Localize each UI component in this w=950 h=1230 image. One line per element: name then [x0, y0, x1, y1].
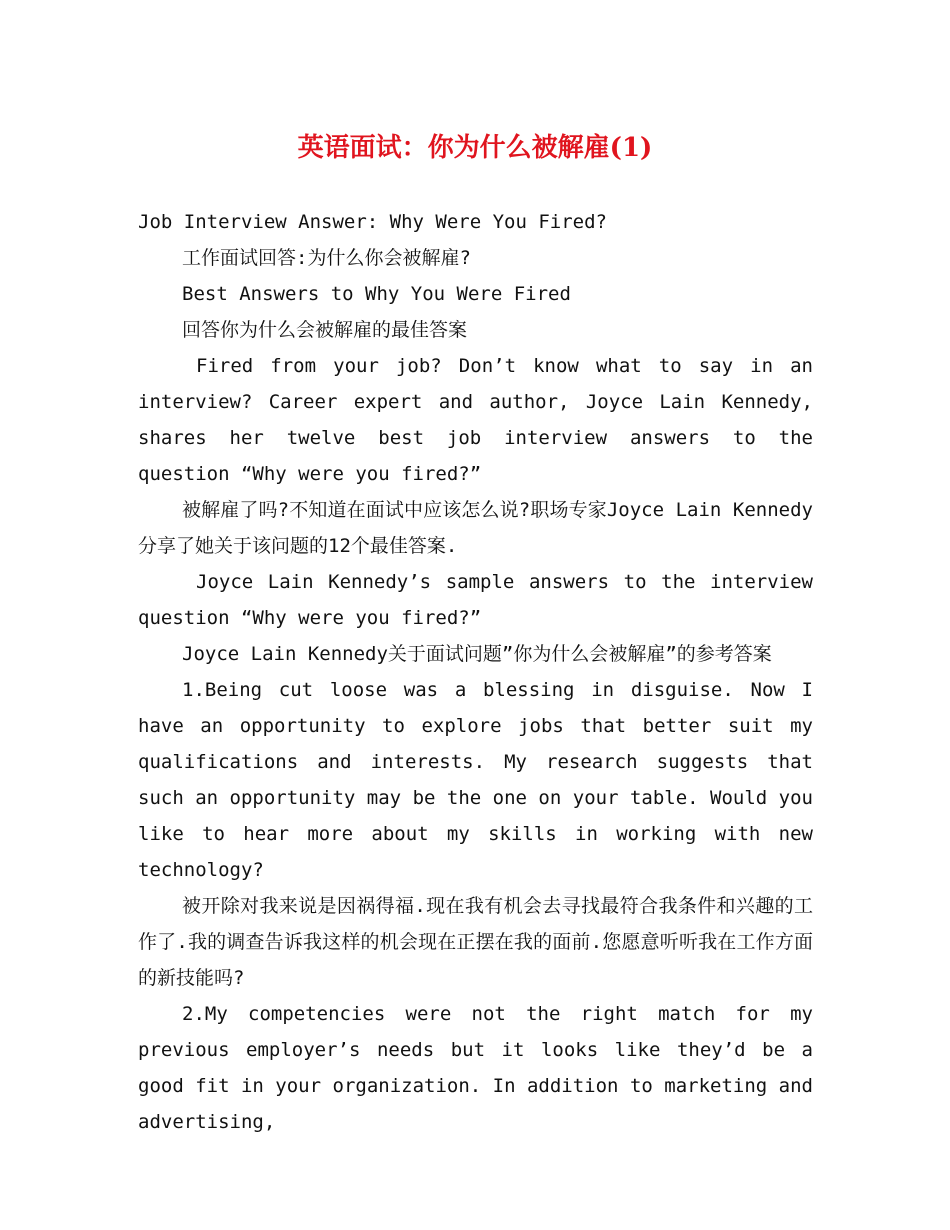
paragraph-intro-chinese: 被解雇了吗?不知道在面试中应该怎么说?职场专家Joyce Lain Kennedy分享了她关于该问题的12个最佳答案. [138, 499, 813, 557]
document-title: 英语面试：你为什么被解雇(1) [297, 133, 653, 163]
paragraph-english-heading: Job Interview Answer: Why Were You Fired? [138, 211, 607, 233]
paragraph-answer-1-chinese: 被开除对我来说是因祸得福.现在我有机会去寻找最符合我条件和兴趣的工作了.我的调查告诉我这样的机会现在正摆在我的面前.您愿意听听我在工作方面的新技能吗? [138, 895, 813, 989]
paragraph-english-subheading: Best Answers to Why You Were Fired [182, 283, 571, 305]
paragraph-chinese-heading: 工作面试回答:为什么你会被解雇? [182, 247, 471, 269]
paragraph-answer-2-english: 2.My competencies were not the right match for my previous employer’s needs but it looks like they’d be a good fit in your organization. In addition to marketing and advertising, [138, 1003, 813, 1133]
document-body [138, 204, 813, 1140]
paragraph-sample-answers-english: Joyce Lain Kennedy’s sample answers to the interview question “Why were you fired?” [138, 571, 813, 629]
paragraph-sample-answers-chinese: Joyce Lain Kennedy关于面试问题”你为什么会被解雇”的参考答案 [182, 643, 772, 665]
paragraph-answer-1-english: 1.Being cut loose was a blessing in disguise. Now I have an opportunity to explore jobs that better suit my qualifications and interests. My research suggests that such an opportunity may be the one on your table. Would you like to hear more about my skills in working with new technology? [138, 679, 813, 881]
paragraph-chinese-subheading: 回答你为什么会被解雇的最佳答案 [182, 319, 468, 341]
paragraph-intro-english: Fired from your job? Don’t know what to say in an interview? Career expert and author, Joyce Lain Kennedy, shares her twelve best job interview answers to the question “Why were you fired?” [138, 355, 813, 485]
